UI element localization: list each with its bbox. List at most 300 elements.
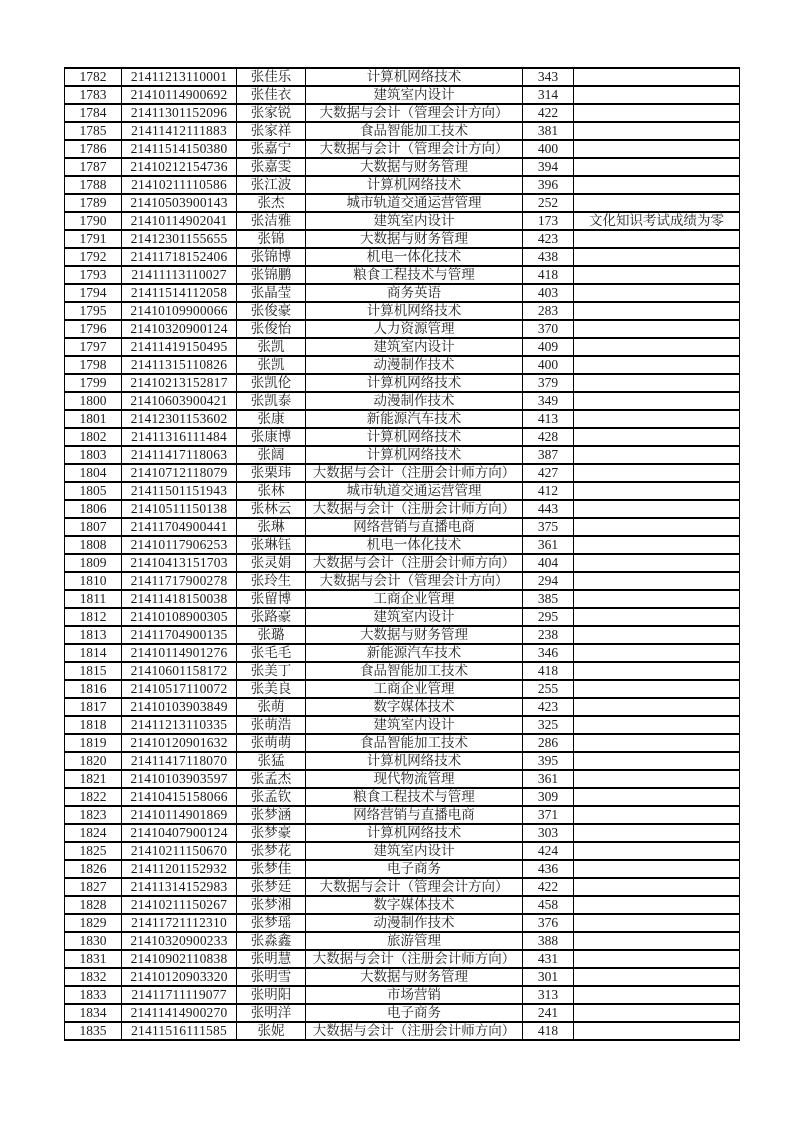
candidate-name-cell: 张梦湘 [237, 896, 306, 914]
score-cell: 409 [523, 338, 574, 356]
table-row [65, 104, 740, 122]
candidate-id-cell: 21410712118079 [122, 464, 237, 482]
score-cell: 387 [523, 446, 574, 464]
score-cell: 325 [523, 716, 574, 734]
row-number-cell: 1818 [65, 716, 122, 734]
table-row [65, 536, 740, 554]
candidate-id-cell: 21411201152932 [122, 860, 237, 878]
table-row [65, 914, 740, 932]
candidate-name-cell: 张梦花 [237, 842, 306, 860]
row-number-cell: 1793 [65, 266, 122, 284]
remark-cell [574, 320, 740, 338]
row-number-cell: 1821 [65, 770, 122, 788]
candidate-name-cell: 张江波 [237, 176, 306, 194]
candidate-id-cell: 21412301155655 [122, 230, 237, 248]
remark-cell [574, 698, 740, 716]
candidate-id-cell: 21411501151943 [122, 482, 237, 500]
score-cell: 423 [523, 698, 574, 716]
row-number-cell: 1797 [65, 338, 122, 356]
remark-cell [574, 104, 740, 122]
candidate-id-cell: 21411314152983 [122, 878, 237, 896]
score-cell: 241 [523, 1004, 574, 1022]
remark-cell [574, 662, 740, 680]
candidate-id-cell: 21410603900421 [122, 392, 237, 410]
table-row [65, 608, 740, 626]
major-cell: 城市轨道交通运营管理 [306, 194, 523, 212]
candidate-name-cell: 张佳乐 [237, 68, 306, 86]
table-row [65, 518, 740, 536]
row-number-cell: 1823 [65, 806, 122, 824]
row-number-cell: 1792 [65, 248, 122, 266]
remark-cell [574, 410, 740, 428]
table-row [65, 896, 740, 914]
score-cell: 309 [523, 788, 574, 806]
major-cell: 市场营销 [306, 986, 523, 1004]
remark-cell [574, 68, 740, 86]
table-row [65, 806, 740, 824]
score-cell: 423 [523, 230, 574, 248]
remark-cell [574, 230, 740, 248]
candidate-name-cell: 张俊怡 [237, 320, 306, 338]
candidate-name-cell: 张嘉雯 [237, 158, 306, 176]
row-number-cell: 1794 [65, 284, 122, 302]
row-number-cell: 1831 [65, 950, 122, 968]
remark-cell [574, 140, 740, 158]
score-cell: 286 [523, 734, 574, 752]
candidate-id-cell: 21410212154736 [122, 158, 237, 176]
remark-cell [574, 464, 740, 482]
candidate-name-cell: 张佳衣 [237, 86, 306, 104]
candidate-name-cell: 张凯 [237, 338, 306, 356]
candidate-id-cell: 21410211150670 [122, 842, 237, 860]
candidate-name-cell: 张阔 [237, 446, 306, 464]
major-cell: 建筑室内设计 [306, 86, 523, 104]
candidate-name-cell: 张康 [237, 410, 306, 428]
row-number-cell: 1784 [65, 104, 122, 122]
row-number-cell: 1814 [65, 644, 122, 662]
score-cell: 458 [523, 896, 574, 914]
remark-cell [574, 518, 740, 536]
major-cell: 计算机网络技术 [306, 446, 523, 464]
score-cell: 343 [523, 68, 574, 86]
score-cell: 346 [523, 644, 574, 662]
major-cell: 动漫制作技术 [306, 914, 523, 932]
candidate-name-cell: 张晶莹 [237, 284, 306, 302]
major-cell: 工商企业管理 [306, 590, 523, 608]
table-row [65, 662, 740, 680]
remark-cell [574, 86, 740, 104]
table-row [65, 230, 740, 248]
candidate-name-cell: 张孟钦 [237, 788, 306, 806]
table-row [65, 680, 740, 698]
major-cell: 大数据与会计（管理会计方向） [306, 140, 523, 158]
table-row [65, 158, 740, 176]
remark-cell [574, 968, 740, 986]
remark-cell [574, 500, 740, 518]
results-table [64, 67, 740, 1041]
table-row [65, 986, 740, 1004]
table-row [65, 284, 740, 302]
score-cell: 413 [523, 410, 574, 428]
score-cell: 370 [523, 320, 574, 338]
score-cell: 375 [523, 518, 574, 536]
row-number-cell: 1834 [65, 1004, 122, 1022]
major-cell: 计算机网络技术 [306, 428, 523, 446]
row-number-cell: 1810 [65, 572, 122, 590]
candidate-name-cell: 张梦涵 [237, 806, 306, 824]
candidate-id-cell: 21410320900233 [122, 932, 237, 950]
candidate-id-cell: 21412301153602 [122, 410, 237, 428]
candidate-id-cell: 21410503900143 [122, 194, 237, 212]
score-cell: 422 [523, 104, 574, 122]
score-cell: 173 [523, 212, 574, 230]
candidate-name-cell: 张明慧 [237, 950, 306, 968]
table-row [65, 1022, 740, 1040]
major-cell: 大数据与会计（注册会计师方向） [306, 464, 523, 482]
candidate-name-cell: 张路豪 [237, 608, 306, 626]
table-row [65, 266, 740, 284]
score-cell: 313 [523, 986, 574, 1004]
remark-cell [574, 266, 740, 284]
table-row [65, 320, 740, 338]
major-cell: 电子商务 [306, 1004, 523, 1022]
major-cell: 计算机网络技术 [306, 176, 523, 194]
major-cell: 电子商务 [306, 860, 523, 878]
candidate-name-cell: 张毛毛 [237, 644, 306, 662]
table-row [65, 842, 740, 860]
score-cell: 395 [523, 752, 574, 770]
remark-cell [574, 158, 740, 176]
candidate-id-cell: 21410211150267 [122, 896, 237, 914]
remark-cell [574, 626, 740, 644]
major-cell: 大数据与会计（管理会计方向） [306, 878, 523, 896]
remark-cell [574, 302, 740, 320]
score-cell: 294 [523, 572, 574, 590]
table-row [65, 176, 740, 194]
remark-cell [574, 428, 740, 446]
row-number-cell: 1827 [65, 878, 122, 896]
row-number-cell: 1791 [65, 230, 122, 248]
major-cell: 食品智能加工技术 [306, 734, 523, 752]
major-cell: 建筑室内设计 [306, 842, 523, 860]
major-cell: 大数据与会计（注册会计师方向） [306, 554, 523, 572]
major-cell: 大数据与会计（管理会计方向） [306, 104, 523, 122]
candidate-name-cell: 张家锐 [237, 104, 306, 122]
major-cell: 大数据与会计（管理会计方向） [306, 572, 523, 590]
score-cell: 431 [523, 950, 574, 968]
score-cell: 381 [523, 122, 574, 140]
score-cell: 361 [523, 770, 574, 788]
table-row [65, 554, 740, 572]
table-row [65, 86, 740, 104]
table-row [65, 698, 740, 716]
score-cell: 418 [523, 662, 574, 680]
score-cell: 371 [523, 806, 574, 824]
candidate-name-cell: 张凯泰 [237, 392, 306, 410]
remark-cell [574, 788, 740, 806]
candidate-id-cell: 21411419150495 [122, 338, 237, 356]
table-row [65, 716, 740, 734]
candidate-id-cell: 21410120903320 [122, 968, 237, 986]
row-number-cell: 1808 [65, 536, 122, 554]
candidate-name-cell: 张家祥 [237, 122, 306, 140]
candidate-name-cell: 张留博 [237, 590, 306, 608]
table-row [65, 626, 740, 644]
remark-cell [574, 1004, 740, 1022]
candidate-id-cell: 21410114902041 [122, 212, 237, 230]
candidate-id-cell: 21411412111883 [122, 122, 237, 140]
remark-cell [574, 644, 740, 662]
score-cell: 424 [523, 842, 574, 860]
candidate-id-cell: 21411417118070 [122, 752, 237, 770]
row-number-cell: 1783 [65, 86, 122, 104]
score-cell: 438 [523, 248, 574, 266]
row-number-cell: 1833 [65, 986, 122, 1004]
row-number-cell: 1789 [65, 194, 122, 212]
remark-cell [574, 860, 740, 878]
table-row [65, 194, 740, 212]
row-number-cell: 1804 [65, 464, 122, 482]
major-cell: 新能源汽车技术 [306, 410, 523, 428]
row-number-cell: 1788 [65, 176, 122, 194]
candidate-name-cell: 张锦 [237, 230, 306, 248]
score-cell: 361 [523, 536, 574, 554]
row-number-cell: 1824 [65, 824, 122, 842]
candidate-name-cell: 张琳 [237, 518, 306, 536]
candidate-name-cell: 张美丁 [237, 662, 306, 680]
remark-cell [574, 824, 740, 842]
row-number-cell: 1803 [65, 446, 122, 464]
candidate-id-cell: 21411721112310 [122, 914, 237, 932]
score-cell: 400 [523, 356, 574, 374]
remark-cell [574, 842, 740, 860]
row-number-cell: 1812 [65, 608, 122, 626]
candidate-name-cell: 张杰 [237, 194, 306, 212]
table-row [65, 590, 740, 608]
table-row [65, 500, 740, 518]
row-number-cell: 1787 [65, 158, 122, 176]
candidate-id-cell: 21410108900305 [122, 608, 237, 626]
score-cell: 376 [523, 914, 574, 932]
remark-cell [574, 392, 740, 410]
score-cell: 403 [523, 284, 574, 302]
candidate-name-cell: 张璐 [237, 626, 306, 644]
remark-cell [574, 914, 740, 932]
major-cell: 城市轨道交通运营管理 [306, 482, 523, 500]
major-cell: 数字媒体技术 [306, 896, 523, 914]
table-row [65, 428, 740, 446]
table-row [65, 68, 740, 86]
candidate-id-cell: 21410120901632 [122, 734, 237, 752]
candidate-name-cell: 张明雪 [237, 968, 306, 986]
candidate-id-cell: 21411213110001 [122, 68, 237, 86]
candidate-name-cell: 张美良 [237, 680, 306, 698]
candidate-id-cell: 21411418150038 [122, 590, 237, 608]
row-number-cell: 1801 [65, 410, 122, 428]
candidate-id-cell: 21411414900270 [122, 1004, 237, 1022]
row-number-cell: 1785 [65, 122, 122, 140]
table-row [65, 950, 740, 968]
score-cell: 385 [523, 590, 574, 608]
remark-cell [574, 752, 740, 770]
candidate-name-cell: 张孟杰 [237, 770, 306, 788]
candidate-name-cell: 张灵娟 [237, 554, 306, 572]
candidate-id-cell: 21410114901276 [122, 644, 237, 662]
major-cell: 现代物流管理 [306, 770, 523, 788]
candidate-id-cell: 21411113110027 [122, 266, 237, 284]
row-number-cell: 1807 [65, 518, 122, 536]
remark-cell [574, 608, 740, 626]
row-number-cell: 1806 [65, 500, 122, 518]
candidate-name-cell: 张萌萌 [237, 734, 306, 752]
candidate-name-cell: 张俊豪 [237, 302, 306, 320]
candidate-name-cell: 张萌 [237, 698, 306, 716]
remark-cell [574, 446, 740, 464]
row-number-cell: 1790 [65, 212, 122, 230]
score-cell: 295 [523, 608, 574, 626]
major-cell: 大数据与会计（注册会计师方向） [306, 500, 523, 518]
candidate-name-cell: 张梦佳 [237, 860, 306, 878]
major-cell: 计算机网络技术 [306, 752, 523, 770]
row-number-cell: 1829 [65, 914, 122, 932]
table-row [65, 464, 740, 482]
remark-cell [574, 554, 740, 572]
score-cell: 400 [523, 140, 574, 158]
major-cell: 计算机网络技术 [306, 302, 523, 320]
row-number-cell: 1802 [65, 428, 122, 446]
score-cell: 422 [523, 878, 574, 896]
table-row [65, 1004, 740, 1022]
candidate-id-cell: 21410103903849 [122, 698, 237, 716]
table-row [65, 140, 740, 158]
candidate-id-cell: 21411514112058 [122, 284, 237, 302]
table-row [65, 770, 740, 788]
candidate-id-cell: 21411514150380 [122, 140, 237, 158]
candidate-id-cell: 21411718152406 [122, 248, 237, 266]
row-number-cell: 1799 [65, 374, 122, 392]
candidate-name-cell: 张锦博 [237, 248, 306, 266]
candidate-id-cell: 21410320900124 [122, 320, 237, 338]
candidate-id-cell: 21410211110586 [122, 176, 237, 194]
remark-cell [574, 878, 740, 896]
candidate-id-cell: 21411704900135 [122, 626, 237, 644]
remark-cell [574, 986, 740, 1004]
row-number-cell: 1798 [65, 356, 122, 374]
major-cell: 机电一体化技术 [306, 248, 523, 266]
table-row [65, 338, 740, 356]
candidate-id-cell: 21411316111484 [122, 428, 237, 446]
candidate-id-cell: 21411301152096 [122, 104, 237, 122]
row-number-cell: 1828 [65, 896, 122, 914]
remark-cell [574, 1022, 740, 1040]
score-cell: 252 [523, 194, 574, 212]
table-row [65, 734, 740, 752]
remark-cell [574, 356, 740, 374]
major-cell: 建筑室内设计 [306, 212, 523, 230]
major-cell: 新能源汽车技术 [306, 644, 523, 662]
table-row [65, 572, 740, 590]
candidate-id-cell: 21411711119077 [122, 986, 237, 1004]
major-cell: 工商企业管理 [306, 680, 523, 698]
row-number-cell: 1809 [65, 554, 122, 572]
row-number-cell: 1820 [65, 752, 122, 770]
candidate-name-cell: 张玲生 [237, 572, 306, 590]
major-cell: 大数据与会计（注册会计师方向） [306, 950, 523, 968]
row-number-cell: 1830 [65, 932, 122, 950]
table-row [65, 122, 740, 140]
candidate-name-cell: 张栗玮 [237, 464, 306, 482]
major-cell: 旅游管理 [306, 932, 523, 950]
candidate-name-cell: 张锦鹏 [237, 266, 306, 284]
candidate-name-cell: 张洁雅 [237, 212, 306, 230]
results-table-body [65, 68, 740, 1040]
table-row [65, 968, 740, 986]
candidate-id-cell: 21410601158172 [122, 662, 237, 680]
score-cell: 396 [523, 176, 574, 194]
candidate-name-cell: 张淼鑫 [237, 932, 306, 950]
remark-cell [574, 284, 740, 302]
remark-cell [574, 716, 740, 734]
major-cell: 动漫制作技术 [306, 392, 523, 410]
remark-cell [574, 896, 740, 914]
candidate-name-cell: 张林 [237, 482, 306, 500]
candidate-name-cell: 张梦瑶 [237, 914, 306, 932]
major-cell: 计算机网络技术 [306, 824, 523, 842]
candidate-id-cell: 21410407900124 [122, 824, 237, 842]
score-cell: 349 [523, 392, 574, 410]
score-cell: 314 [523, 86, 574, 104]
major-cell: 粮食工程技术与管理 [306, 788, 523, 806]
major-cell: 大数据与财务管理 [306, 158, 523, 176]
score-cell: 404 [523, 554, 574, 572]
table-row [65, 788, 740, 806]
candidate-name-cell: 张凯 [237, 356, 306, 374]
row-number-cell: 1817 [65, 698, 122, 716]
table-row [65, 392, 740, 410]
remark-cell [574, 482, 740, 500]
candidate-id-cell: 21410114901869 [122, 806, 237, 824]
candidate-name-cell: 张嘉宁 [237, 140, 306, 158]
table-row [65, 752, 740, 770]
candidate-id-cell: 21410902110838 [122, 950, 237, 968]
score-cell: 238 [523, 626, 574, 644]
major-cell: 计算机网络技术 [306, 68, 523, 86]
major-cell: 计算机网络技术 [306, 374, 523, 392]
score-cell: 283 [523, 302, 574, 320]
candidate-id-cell: 21410114900692 [122, 86, 237, 104]
remark-cell [574, 536, 740, 554]
candidate-name-cell: 张妮 [237, 1022, 306, 1040]
candidate-id-cell: 21410511150138 [122, 500, 237, 518]
score-cell: 301 [523, 968, 574, 986]
table-row [65, 410, 740, 428]
row-number-cell: 1795 [65, 302, 122, 320]
candidate-id-cell: 21411516111585 [122, 1022, 237, 1040]
candidate-id-cell: 21410413151703 [122, 554, 237, 572]
score-cell: 303 [523, 824, 574, 842]
remark-cell [574, 248, 740, 266]
row-number-cell: 1796 [65, 320, 122, 338]
candidate-id-cell: 21410103903597 [122, 770, 237, 788]
row-number-cell: 1813 [65, 626, 122, 644]
remark-cell [574, 122, 740, 140]
remark-cell [574, 338, 740, 356]
major-cell: 动漫制作技术 [306, 356, 523, 374]
table-row [65, 248, 740, 266]
remark-cell [574, 176, 740, 194]
candidate-id-cell: 21411717900278 [122, 572, 237, 590]
major-cell: 大数据与财务管理 [306, 230, 523, 248]
